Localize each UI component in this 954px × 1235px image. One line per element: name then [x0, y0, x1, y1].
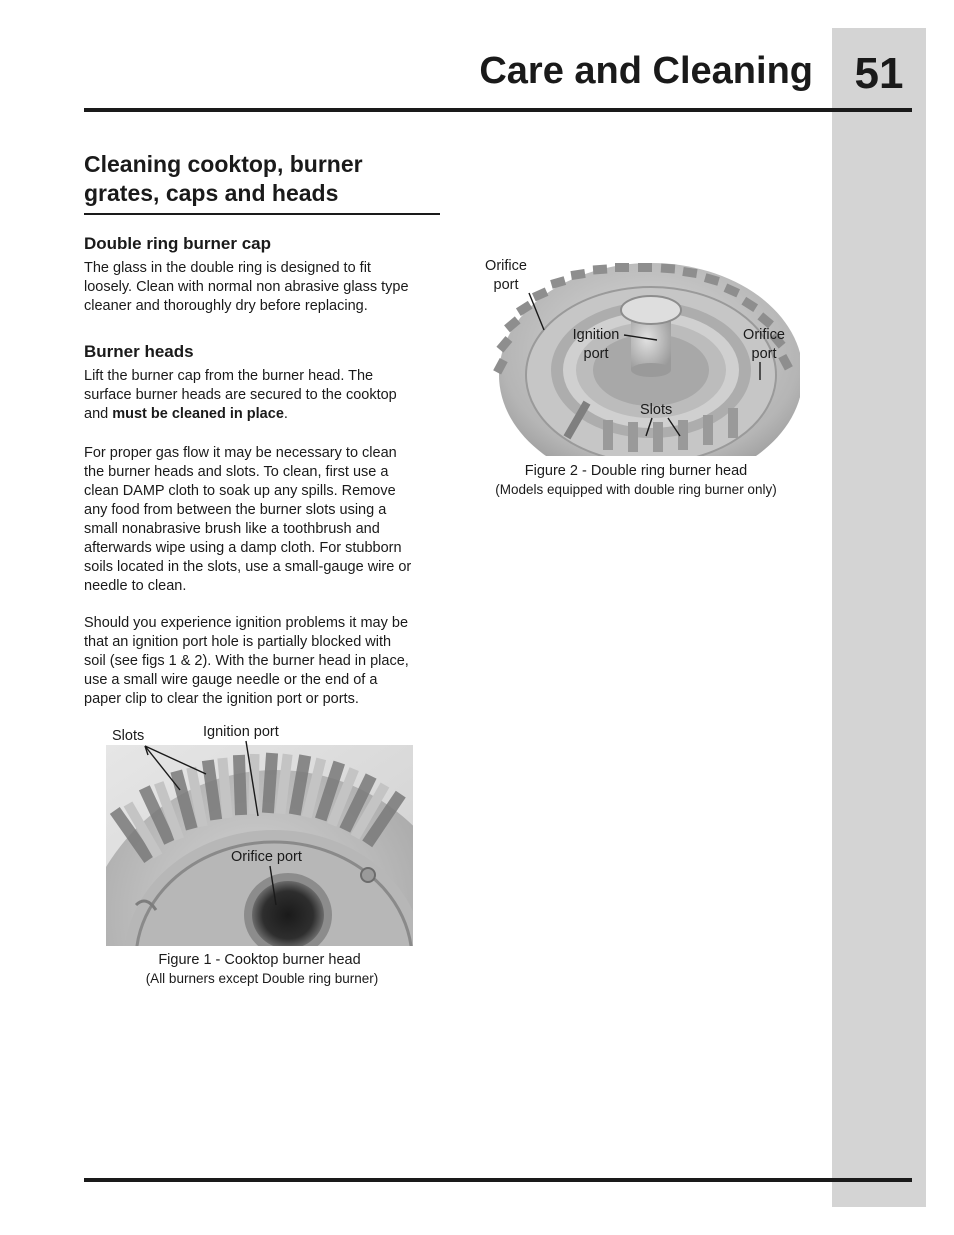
figure1-label-ignition-port: Ignition port: [203, 724, 279, 740]
text-line: loosely. Clean with normal non abrasive glass type: [84, 279, 409, 295]
text-line: afterwards wipe using a damp cloth. For stubborn: [84, 540, 402, 556]
text-line: small nonabrasive brush like a toothbrush and: [84, 521, 380, 537]
label-line: port: [751, 346, 777, 362]
subheading-double-ring-cap: Double ring burner cap: [84, 234, 272, 253]
text-line: surface burner heads are secured to the cooktop: [84, 387, 397, 403]
figure1-caption: Figure 1 - Cooktop burner head: [158, 952, 361, 968]
text-line: clean DAMP cloth to soak up any spills. Remove: [84, 483, 396, 499]
text-span: and: [84, 406, 113, 422]
paragraph-double-ring-cap: [84, 259, 440, 316]
figure1-photo: [106, 745, 413, 946]
figure1-subcaption: (All burners except Double ring burner): [145, 971, 379, 986]
bold-emphasis: must be cleaned in place: [112, 406, 284, 422]
text-line: needle to clean.: [84, 578, 187, 594]
section-title-line: grates, caps and heads: [84, 180, 339, 206]
section-title-line: Cleaning cooktop, burner: [84, 151, 363, 177]
figure2-label-orifice-port-right: [734, 326, 794, 364]
header-rule: [84, 108, 912, 112]
text-line: Lift the burner cap from the burner head. The: [84, 368, 374, 384]
text-line: use a small wire gauge needle or the end of a: [84, 672, 378, 688]
side-band: [832, 28, 926, 1207]
page-number: 51: [854, 49, 904, 98]
paragraph-burner-heads-3: [84, 614, 440, 709]
figure2-caption: Figure 2 - Double ring burner head: [524, 463, 748, 479]
text-line: any food from between the burner slots using a: [84, 502, 387, 518]
label-line: Orifice: [743, 327, 785, 343]
text-line: soil (see figs 1 & 2). With the burner head in place,: [84, 653, 409, 669]
figure2-label-slots: Slots: [640, 402, 673, 418]
label-line: port: [493, 277, 519, 293]
section-rule: [84, 213, 440, 215]
text-line: paper clip to clear the ignition port or ports.: [84, 691, 359, 707]
text-line: cleaner and thoroughly dry before replacing.: [84, 298, 368, 314]
paragraph-burner-heads-2: [84, 444, 440, 596]
figure1-illustration: [106, 745, 413, 946]
text-line: [84, 405, 440, 424]
text-line: the burner heads and slots. To clean, first use a: [84, 464, 389, 480]
text-line: Should you experience ignition problems it may be: [84, 615, 409, 631]
label-line: port: [583, 346, 609, 362]
text-line: soils located in the slots, use a small-gauge wire or: [84, 559, 412, 575]
figure2-subcaption: (Models equipped with double ring burner only): [495, 482, 777, 497]
text-line: For proper gas flow it may be necessary to clean: [84, 445, 397, 461]
text-line: The glass in the double ring is designed to fit: [84, 260, 371, 276]
footer-rule: [84, 1178, 912, 1182]
page-title: Care and Cleaning: [479, 50, 813, 92]
subheading-burner-heads: Burner heads: [84, 342, 194, 361]
text-line: that an ignition port hole is partially blocked with: [84, 634, 392, 650]
figure2-label-orifice-port-left: [476, 257, 536, 295]
section-title: [84, 150, 440, 208]
label-line: Ignition: [572, 327, 620, 343]
figure1-label-slots: Slots: [112, 728, 145, 744]
text-span: .: [283, 406, 288, 422]
label-line: Orifice: [485, 258, 527, 274]
figure1-label-orifice-port: Orifice port: [231, 849, 302, 865]
figure2-label-ignition-port: [566, 326, 626, 364]
paragraph-burner-heads-1: [84, 367, 440, 424]
